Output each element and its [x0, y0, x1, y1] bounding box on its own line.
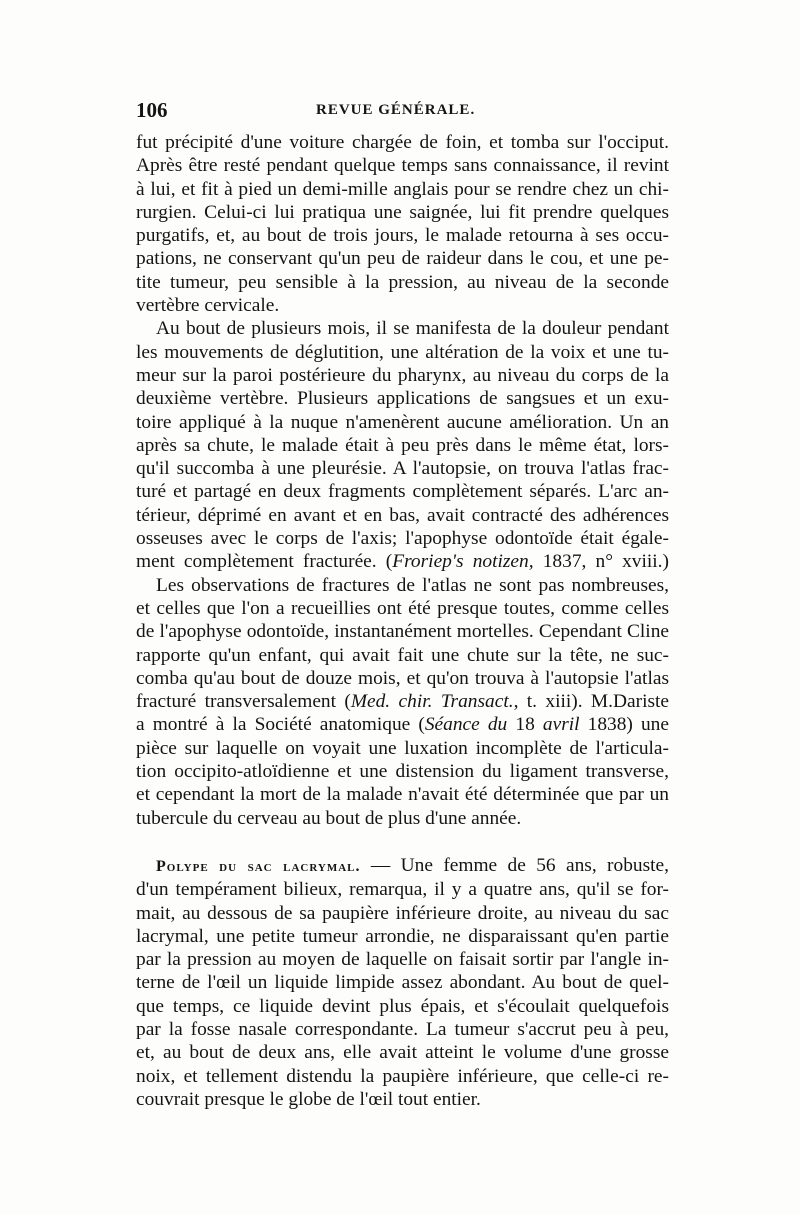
- text-line: comba qu'au bout de douze mois, et qu'on trouva à l'autopsie l'atlas: [136, 667, 669, 689]
- text-line: pièce sur laquelle on voyait une luxation incomplète de l'articula-: [136, 737, 669, 759]
- text-segment: , t. xiii). M.Dariste: [513, 691, 670, 713]
- text-line: tion occipito-atloïdienne et une distension du ligament transverse,: [136, 761, 669, 783]
- text-line: couvrait presque le globe de l'œil tout entier.: [136, 1088, 481, 1110]
- text-line: vertèbre cervicale.: [136, 295, 280, 317]
- paragraph-4: [136, 854, 669, 1111]
- text-line: Les observations de fractures de l'atlas ne sont pas nombreuses,: [156, 574, 669, 596]
- text-line: toire appliqué à la nuque n'amenèrent aucune amélioration. Un an: [136, 411, 669, 433]
- text-line: deuxième vertèbre. Plusieurs applications de sangsues et un exu-: [136, 388, 669, 410]
- text-line: tubercule du cerveau au bout de plus d'une année.: [136, 807, 522, 829]
- citation: Med. chir. Transact.: [350, 691, 514, 713]
- page-number: 106: [136, 98, 168, 122]
- text-line: les mouvements de déglutition, une altération de la voix et une tu-: [136, 341, 669, 363]
- text-segment: — Une femme de 56 ans, robuste,: [360, 854, 669, 876]
- text-segment: ment complètement fracturée.: [136, 551, 377, 573]
- text-line: et, au bout de deux ans, elle avait atteint le volume d'une grosse: [136, 1042, 669, 1064]
- text-line: terne de l'œil un liquide limpide assez abondant. Au bout de quel-: [136, 972, 669, 994]
- text-segment: 1838) une: [579, 714, 669, 736]
- text-line: Après être resté pendant quelque temps sans connaissance, il revint: [136, 155, 669, 177]
- text-line: térieur, déprimé en avant et en bas, avait contracté des adhérences: [136, 504, 669, 526]
- text-line: ment complètement fracturée. (Froriep's notizen, 1837, n° xviii.): [136, 551, 669, 573]
- text-line: par la pression au moyen de laquelle on faisait sortir par l'angle in-: [136, 949, 669, 971]
- text-line: d'un tempérament bilieux, remarqua, il y a quatre ans, qu'il se for-: [136, 879, 669, 901]
- text-segment: a montré à la Société anatomique (: [136, 714, 425, 736]
- text-line: mait, au dessous de sa paupière inférieure droite, au niveau du sac: [136, 902, 669, 924]
- text-segment: 18: [507, 714, 543, 736]
- paragraph-3: [136, 574, 669, 830]
- text-line: Au bout de plusieurs mois, il se manifesta de la douleur pendant: [156, 318, 669, 340]
- text-line: noix, et tellement distendu la paupière inférieure, que celle-ci re-: [136, 1065, 669, 1087]
- text-line: que temps, ce liquide devint plus épais, et s'écoulait quelquefois: [136, 995, 669, 1017]
- running-title: REVUE GÉNÉRALE.: [316, 102, 476, 118]
- citation: Froriep's notizen,: [392, 551, 534, 573]
- citation: Séance du: [424, 714, 508, 736]
- citation: avril: [542, 714, 580, 736]
- text-line: [136, 713, 669, 736]
- text-line: après sa chute, le malade était à peu près dans le même état, lors-: [136, 434, 669, 456]
- text-line: par la fosse nasale correspondante. La tumeur s'accrut peu à peu,: [136, 1018, 669, 1040]
- citation-tail: 1837, n° xviii.): [542, 551, 669, 573]
- text-line: [136, 854, 669, 878]
- body-text: [136, 131, 669, 1111]
- paragraph-2: [136, 317, 669, 573]
- text-line: meur sur la paroi postérieure du pharynx, au niveau du corps de la: [136, 364, 669, 386]
- text-line: de l'apophyse odontoïde, instantanément mortelles. Cependant Cline: [136, 621, 669, 643]
- paragraph-1: [136, 131, 669, 317]
- text-line: et cependant la mort de la malade n'avait été déterminée que par un: [136, 784, 669, 806]
- text-line: à lui, et fit à pied un demi-mille anglais pour se rendre chez un chi-: [136, 178, 669, 200]
- text-line: turé et partagé en deux fragments complètement séparés. L'arc an-: [136, 481, 669, 503]
- section-gap: [136, 830, 669, 854]
- text-line: qu'il succomba à une pleurésie. A l'autopsie, on trouva l'atlas frac-: [136, 458, 669, 480]
- text-line: osseuses avec le corps de l'axis; l'apophyse odontoïde était égale-: [136, 528, 669, 550]
- text-segment: fracturé transversalement (: [136, 691, 351, 713]
- text-line: lacrymal, une petite tumeur arrondie, ne disparaissant qu'en partie: [136, 925, 669, 947]
- text-line: [136, 690, 669, 713]
- text-line: tite tumeur, peu sensible à la pression, au niveau de la seconde: [136, 271, 669, 293]
- page-header: [136, 96, 668, 126]
- text-line: pations, ne conservant qu'un peu de raideur dans le cou, et une pe-: [136, 248, 669, 270]
- section-heading: Polype du sac lacrymal.: [156, 857, 361, 875]
- text-line: et celles que l'on a recueillies ont été presque toutes, comme celles: [136, 597, 669, 619]
- text-line: purgatifs, et, au bout de trois jours, le malade retourna à ses occu-: [136, 225, 669, 247]
- text-line: fut précipité d'une voiture chargée de foin, et tomba sur l'occiput.: [136, 132, 669, 153]
- text-line: rapporte qu'un enfant, qui avait fait une chute sur la tête, ne suc-: [136, 644, 669, 666]
- text-line: rurgien. Celui-ci lui pratiqua une saignée, lui fit prendre quelques: [136, 201, 669, 223]
